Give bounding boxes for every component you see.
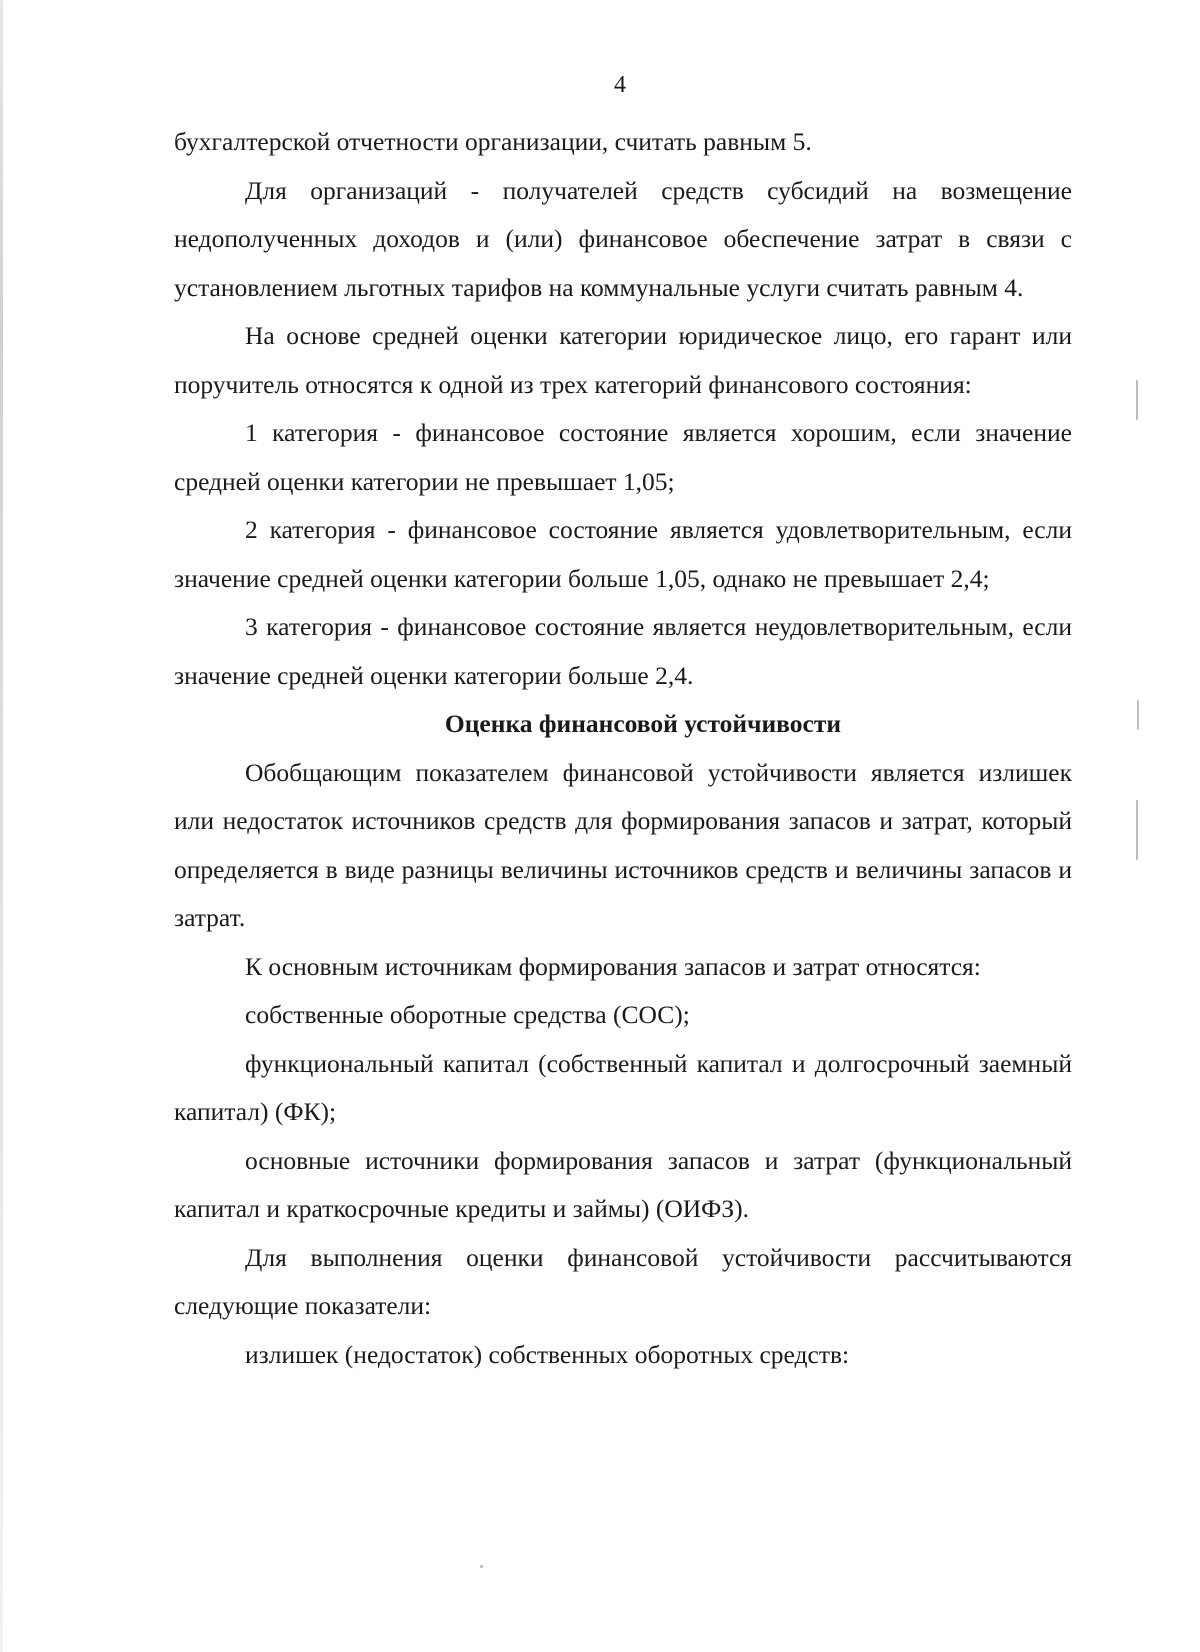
list-item-fk: функциональный капитал (собственный капитал и долгосрочный заемный капитал) (ФК); (174, 1048, 1072, 1126)
paragraph-continued: бухгалтерской отчетности организации, считать равным 5. (174, 127, 812, 156)
list-item-oifz: основные источники формирования запасов и затрат (функциональный капитал и краткосрочные кредиты и займы) (ОИФЗ). (174, 1145, 1072, 1223)
paragraph-category-1: 1 категория - финансовое состояние является хорошим, если значение средней оценки категории не превышает 1,05; (174, 418, 1072, 496)
page-number: 4 (614, 72, 626, 98)
paragraph-categories-intro: На основе средней оценки категории юридическое лицо, его гарант или поручитель относятся к одной из трех категорий финансового состояния: (174, 321, 1072, 399)
scan-edge (0, 0, 3, 1652)
paragraph-category-2: 2 категория - финансовое состояние является удовлетворительным, если значение средней оценки категории больше 1,05, однако не превышает 2,4; (174, 515, 1072, 593)
scan-speck (1136, 800, 1138, 860)
document-body (174, 118, 1072, 1379)
section-heading: Оценка финансовой устойчивости (444, 709, 842, 738)
paragraph-subsidy-recipients: Для организаций - получателей средств субсидий на возмещение недополученных доходов и (или) финансовое обеспечение затрат в связи с установлением льготных тарифов на коммунальные услуги считать равным 4. (174, 175, 1072, 302)
scan-speck (1136, 380, 1138, 420)
scan-speck (480, 1565, 483, 1568)
paragraph-indicators-intro: Для выполнения оценки финансовой устойчивости рассчитываются следующие показатели: (174, 1242, 1072, 1320)
scan-speck (1137, 700, 1139, 730)
paragraph-generalizing-indicator: Обобщающим показателем финансовой устойчивости является излишек или недостаток источников средств для формирования запасов и затрат, который определяется в виде разницы величины источников средств и величины запасов и затрат. (174, 757, 1072, 932)
paragraph-main-sources: К основным источникам формирования запасов и затрат относятся: (245, 951, 981, 981)
list-item-sos: собственные оборотные средства (СОС); (245, 1000, 690, 1029)
paragraph-category-3: 3 категория - финансовое состояние является неудовлетворительным, если значение средней оценки категории больше 2,4. (174, 612, 1072, 690)
list-item-surplus: излишек (недостаток) собственных оборотных средств: (245, 1339, 850, 1369)
